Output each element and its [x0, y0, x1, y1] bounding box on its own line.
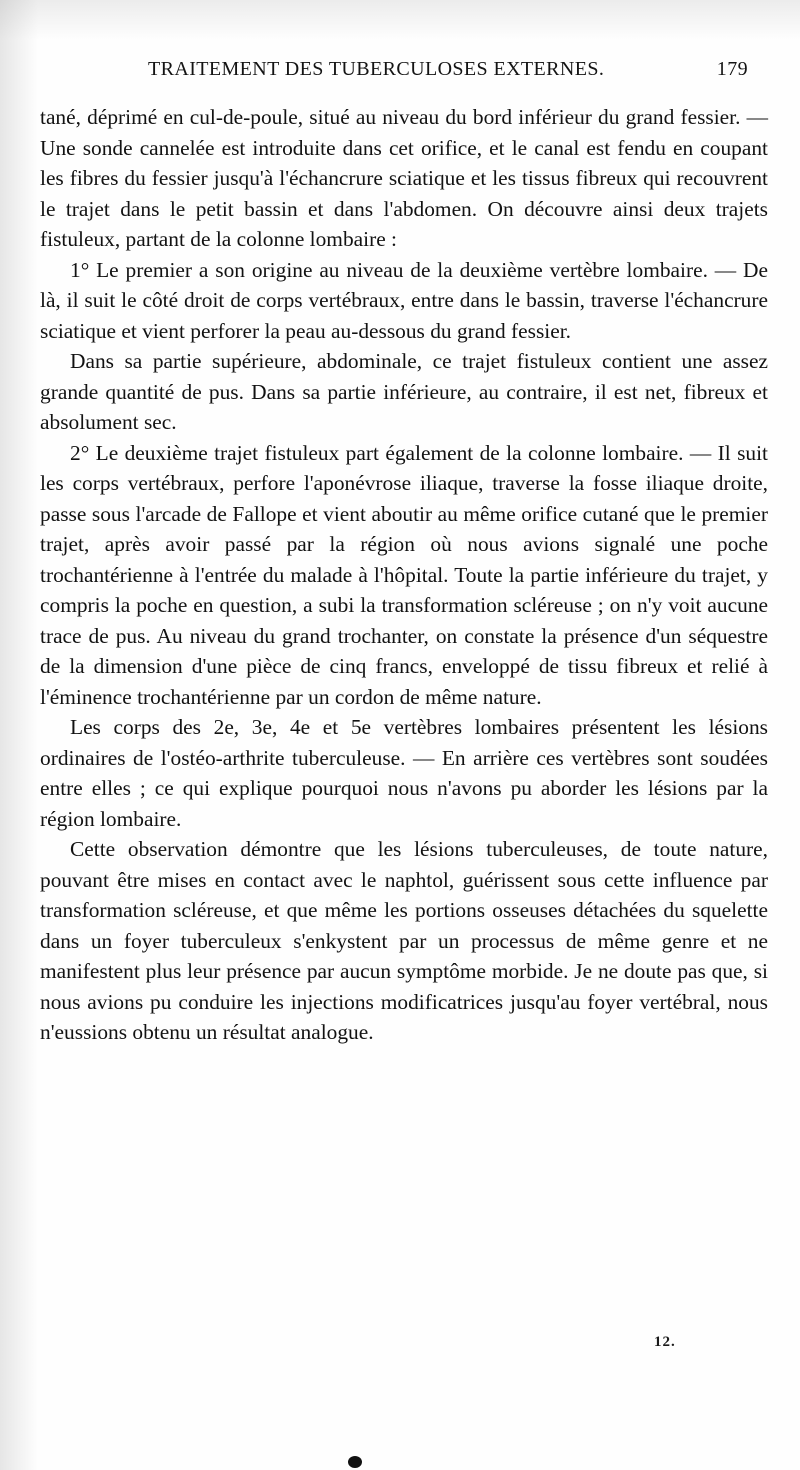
- running-head: [148, 58, 748, 90]
- paragraph: Dans sa partie supérieure, abdominale, ce trajet fistuleux contient une assez grande quantité de pus. Dans sa partie inférieure, au contraire, il est net, fibreux et absolument sec.: [40, 349, 768, 434]
- paragraph: tané, déprimé en cul-de-poule, situé au niveau du bord inférieur du grand fessier. — Une sonde cannelée est introduite dans cet orifice, et le canal est fendu en coupant les fibres du fessier jusqu'à l'échancrure sciatique et les tissus fibreux qui recouvrent le trajet dans le petit bassin et dans l'abdomen. On découvre ainsi deux trajets fistuleux, partant de la colonne lombaire :: [40, 105, 768, 251]
- scan-shadow-left: [0, 0, 38, 1470]
- ink-blot: [348, 1456, 362, 1468]
- paragraph: 1° Le premier a son origine au niveau de la deuxième vertèbre lombaire. — De là, il suit le côté droit de corps vertébraux, entre dans le bassin, traverse l'échancrure sciatique et vient perforer la peau au-dessous du grand fessier.: [40, 257, 768, 343]
- paragraph: Cette observation démontre que les lésions tuberculeuses, de toute nature, pouvant être mises en contact avec le naphtol, guérissent sous cette influence par transformation scléreuse, et que même les portions osseuses détachées du squelette dans un foyer tuberculeux s'enkystent par un processus de même genre et ne manifestent plus leur présence par aucun symptôme morbide. Je ne doute pas que, si nous avions pu conduire les injections modificatrices jusqu'au foyer vertébral, nous n'eussions obtenu un résultat analogue.: [40, 837, 768, 1044]
- running-title: TRAITEMENT DES TUBERCULOSES EXTERNES.: [148, 58, 605, 80]
- page-number: 179: [716, 58, 748, 80]
- paragraph: Les corps des 2e, 3e, 4e et 5e vertèbres lombaires présentent les lésions ordinaires de l'ostéo-arthrite tuberculeuse. — En arrière ces vertèbres sont soudées entre elles ; ce qui explique pourquoi nous n'avons pu aborder les lésions par la région lombaire.: [40, 715, 768, 831]
- paragraph: 2° Le deuxième trajet fistuleux part également de la colonne lombaire. — Il suit les corps vertébraux, perfore l'aponévrose iliaque, traverse la fosse iliaque droite, passe sous l'arcade de Fallope et vient aboutir au même orifice cutané que le premier trajet, après avoir passé par la région où nous avions signalé une poche trochantérienne à l'entrée du malade à l'hôpital. Toute la partie inférieure du trajet, y compris la poche en question, a subi la transformation scléreuse ; on n'y voit aucune trace de pus. Au niveau du grand trochanter, on constate la présence d'un séquestre de la dimension d'une pièce de cinq francs, enveloppé de tissu fibreux et relié à l'éminence trochantérienne par un cordon de même nature.: [40, 440, 768, 709]
- signature-mark: 12.: [654, 1334, 676, 1350]
- scan-shadow-top: [0, 0, 800, 40]
- body-text: [40, 102, 768, 1048]
